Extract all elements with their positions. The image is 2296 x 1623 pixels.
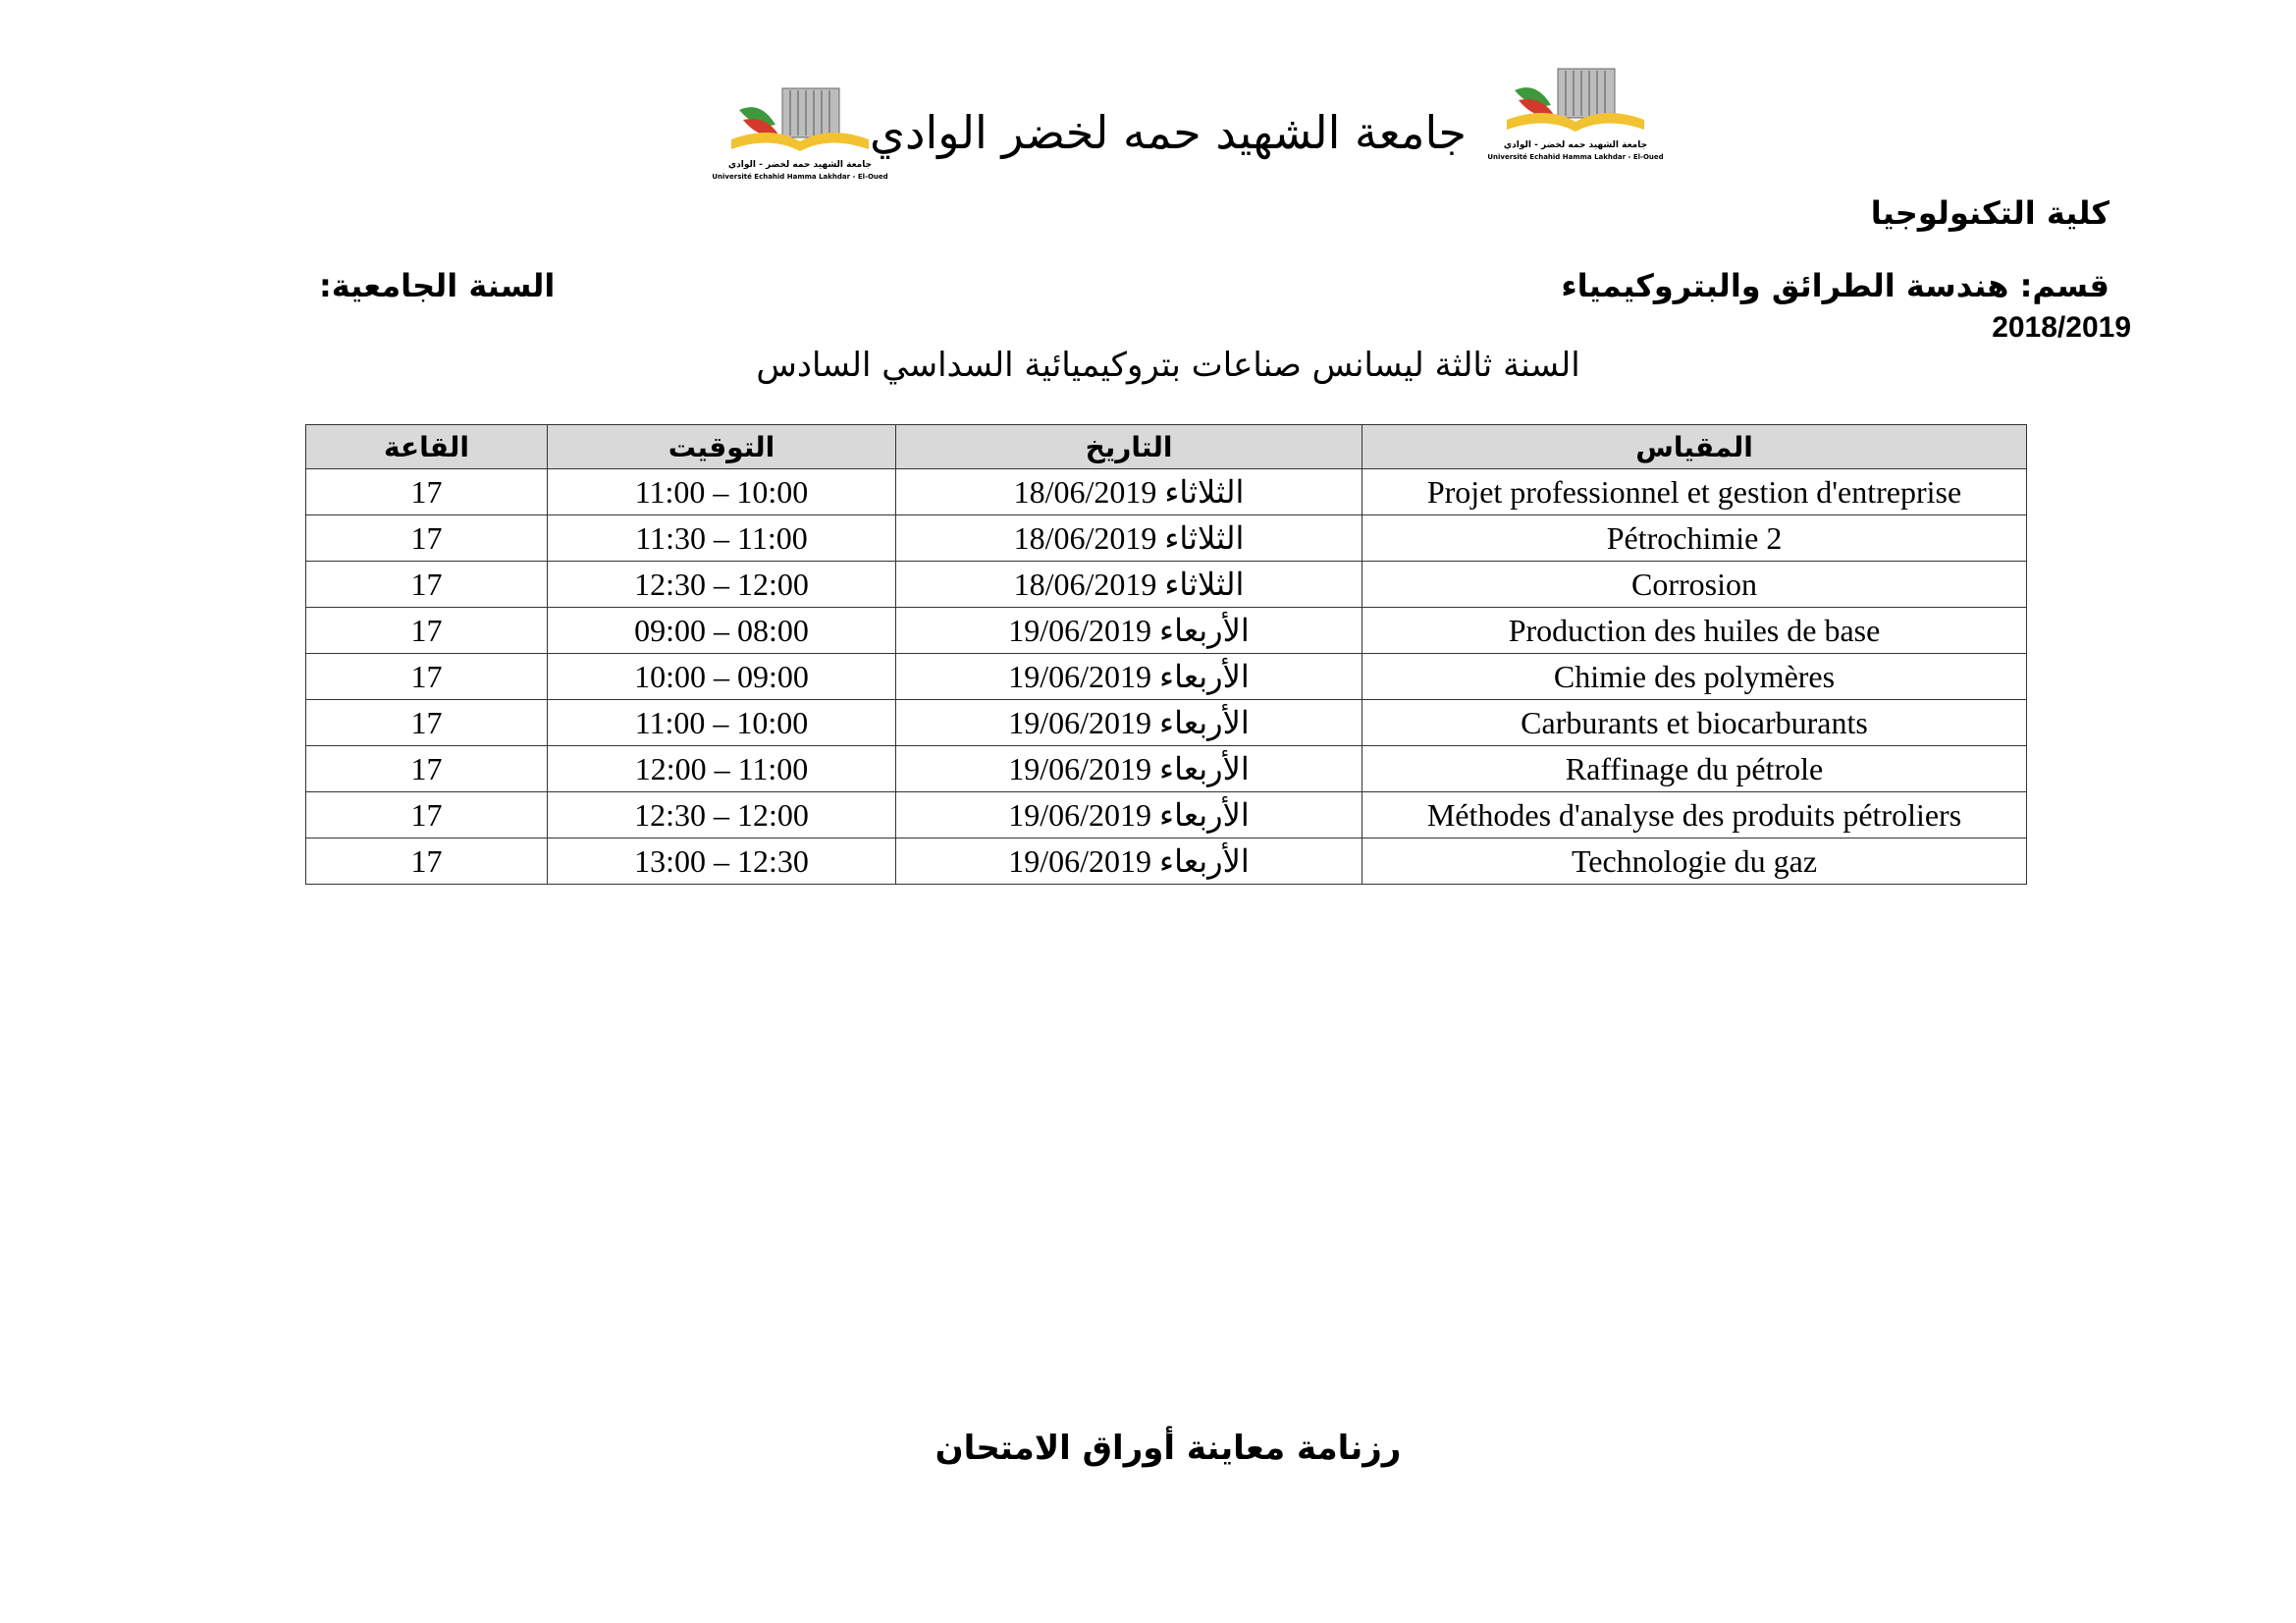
faculty-name: كلية التكنولوجيا [1870,194,2109,232]
subject-cell: Pétrochimie 2 [1362,515,2027,562]
subject-cell: Chimie des polymères [1362,654,2027,700]
subject-cell: Méthodes d'analyse des produits pétroliers [1362,792,2027,839]
room-cell: 17 [306,839,548,885]
svg-text:Université Echahid Hamma Lakhd: Université Echahid Hamma Lakhdar - El-Oued [712,173,888,181]
time-cell: 13:00 – 12:30 [548,839,896,885]
room-cell: 17 [306,562,548,608]
table-row [306,700,2027,746]
table-body [306,469,2027,885]
room-cell: 17 [306,515,548,562]
subject-cell: Projet professionnel et gestion d'entreprise [1362,469,2027,515]
date-value: 19/06/2019 [1008,843,1152,879]
date-cell [896,469,1362,515]
academic-year-value: 2018/2019 [1992,311,2131,344]
day-name: الثلاثاء [1164,520,1245,556]
day-name: الأربعاء [1159,659,1250,694]
date-value: 19/06/2019 [1008,659,1152,694]
program-title: السنة ثالثة ليسانس صناعات بتروكيميائية السداسي السادس [756,346,1580,385]
svg-text:جامعة الشهيد حمه لخضر - الوادي: جامعة الشهيد حمه لخضر - الوادي [1503,140,1648,150]
header-time: التوقيت [548,425,896,469]
subject-cell: Production des huiles de base [1362,608,2027,654]
room-cell: 17 [306,792,548,839]
table-row [306,746,2027,792]
day-name: الأربعاء [1159,751,1250,786]
day-name: الثلاثاء [1164,474,1245,510]
header-room: القاعة [306,425,548,469]
day-name: الأربعاء [1159,843,1250,879]
time-cell: 11:00 – 10:00 [548,700,896,746]
subject-cell: Corrosion [1362,562,2027,608]
header-subject: المقياس [1362,425,2027,469]
date-value: 18/06/2019 [1013,474,1157,510]
date-value: 19/06/2019 [1008,613,1152,648]
time-cell: 12:00 – 11:00 [548,746,896,792]
table-row [306,469,2027,515]
date-cell [896,700,1362,746]
table-row [306,608,2027,654]
date-cell [896,515,1362,562]
svg-text:جامعة الشهيد حمه لخضر - الوادي: جامعة الشهيد حمه لخضر - الوادي [727,160,873,170]
svg-text:Université Echahid Hamma Lakhd: Université Echahid Hamma Lakhdar - El-Oued [1487,153,1664,161]
date-cell [896,562,1362,608]
date-value: 18/06/2019 [1013,520,1157,556]
table-row [306,839,2027,885]
date-cell [896,654,1362,700]
time-cell: 09:00 – 08:00 [548,608,896,654]
day-name: الثلاثاء [1164,567,1245,602]
date-value: 19/06/2019 [1008,705,1152,740]
table-row [306,515,2027,562]
date-cell [896,608,1362,654]
time-cell: 12:30 – 12:00 [548,562,896,608]
footer-title: رزنامة معاينة أوراق الامتحان [934,1429,1402,1468]
room-cell: 17 [306,608,548,654]
date-cell [896,792,1362,839]
date-value: 18/06/2019 [1013,567,1157,602]
room-cell: 17 [306,469,548,515]
subject-cell: Technologie du gaz [1362,839,2027,885]
department-name: قسم: هندسة الطرائق والبتروكيمياء [1561,267,2109,304]
time-cell: 11:00 – 10:00 [548,469,896,515]
time-cell: 10:00 – 09:00 [548,654,896,700]
day-name: الأربعاء [1159,797,1250,833]
subject-cell: Raffinage du pétrole [1362,746,2027,792]
day-name: الأربعاء [1159,613,1250,648]
exam-schedule-table [305,424,2027,885]
subject-cell: Carburants et biocarburants [1362,700,2027,746]
university-title: جامعة الشهيد حمه لخضر الوادي [870,106,1467,159]
table-row [306,654,2027,700]
table-header-row [306,425,2027,469]
university-logo-right [1487,61,1664,169]
room-cell: 17 [306,700,548,746]
header-date: التاريخ [896,425,1362,469]
academic-year-label: السنة الجامعية: [319,267,556,304]
room-cell: 17 [306,654,548,700]
table-row [306,792,2027,839]
date-value: 19/06/2019 [1008,751,1152,786]
date-cell [896,839,1362,885]
room-cell: 17 [306,746,548,792]
time-cell: 11:30 – 11:00 [548,515,896,562]
day-name: الأربعاء [1159,705,1250,740]
table-row [306,562,2027,608]
time-cell: 12:30 – 12:00 [548,792,896,839]
date-value: 19/06/2019 [1008,797,1152,833]
date-cell [896,746,1362,792]
